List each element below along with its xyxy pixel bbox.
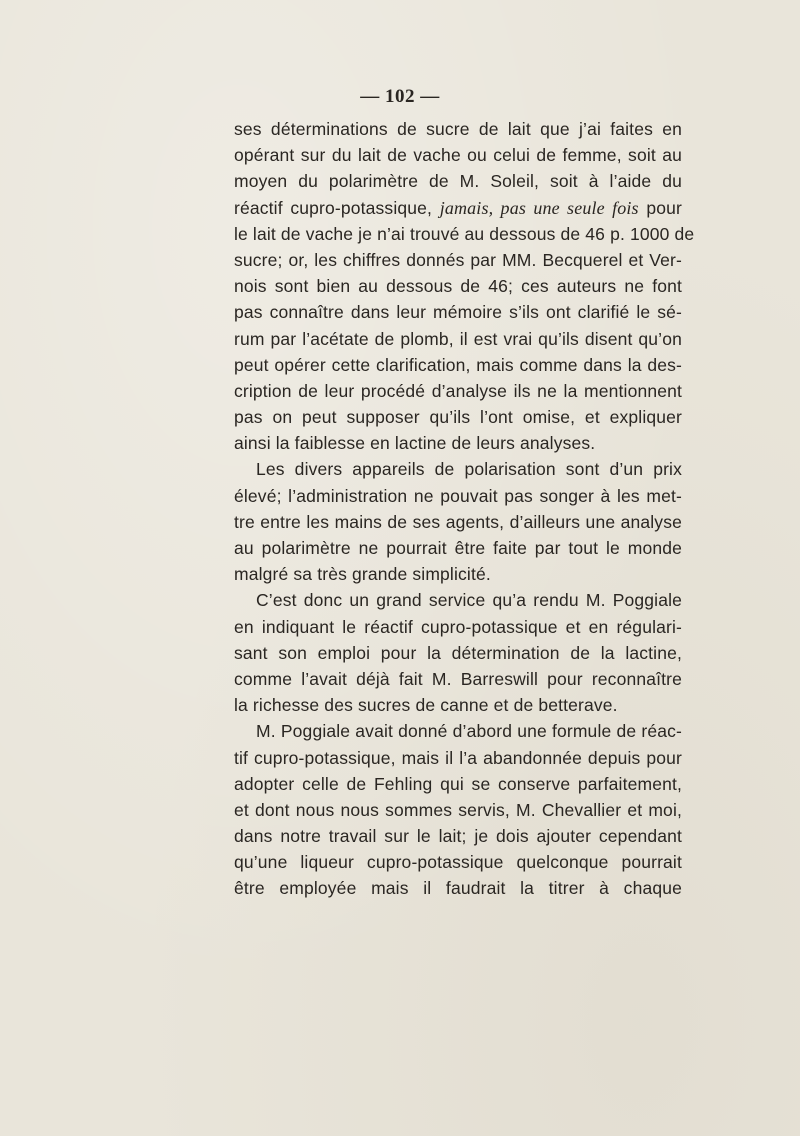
body-text bbox=[234, 116, 695, 902]
text-segment: comme l’avait déjà fait M. Barreswill pour reconnaître bbox=[234, 668, 682, 689]
text-line bbox=[234, 718, 682, 744]
text-segment: pas connaître dans leur mémoire s’ils ont clarifié le sé- bbox=[234, 302, 682, 323]
text-line bbox=[234, 692, 682, 718]
text-line bbox=[234, 116, 682, 142]
text-line bbox=[234, 875, 682, 901]
text-segment: la richesse des sucres de canne et de betterave. bbox=[234, 695, 618, 716]
text-line bbox=[234, 614, 682, 640]
text-segment: cription de leur procédé d’analyse ils ne la mentionnent bbox=[234, 380, 682, 401]
text-segment: ses déterminations de sucre de lait que j’ai faites en bbox=[234, 119, 682, 139]
text-segment: être employée mais il faudrait la titrer à chaque bbox=[234, 878, 682, 899]
text-segment: moyen du polarimètre de M. Soleil, soit à l’aide du bbox=[234, 171, 682, 192]
text-segment: peut opérer cette clarification, mais comme dans la des- bbox=[234, 354, 682, 375]
text-segment: M. Poggiale avait donné d’abord une formule de réac- bbox=[256, 721, 682, 742]
text-segment: réactif cupro-potassique, bbox=[234, 197, 440, 218]
text-segment: Les divers appareils de polarisation sont d’un prix bbox=[256, 459, 682, 480]
text-segment: le lait de vache je n’ai trouvé au dessous de 46 p. 1000 de bbox=[234, 223, 695, 244]
text-line bbox=[234, 404, 682, 430]
text-segment: pas on peut supposer qu’ils l’ont omise, et expliquer bbox=[234, 407, 682, 428]
text-segment: C’est donc un grand service qu’a rendu M. Poggiale bbox=[256, 590, 682, 611]
text-line bbox=[234, 745, 682, 771]
text-line bbox=[234, 352, 682, 378]
text-segment: qu’une liqueur cupro-potassique quelconque pourrait bbox=[234, 852, 682, 873]
text-segment: et dont nous nous sommes servis, M. Chevallier et moi, bbox=[234, 799, 682, 820]
text-line bbox=[234, 666, 682, 692]
text-line bbox=[234, 168, 682, 194]
text-line bbox=[234, 483, 682, 509]
text-line bbox=[234, 771, 682, 797]
text-segment: malgré sa très grande simplicité. bbox=[234, 564, 491, 585]
page-number: — 102 — bbox=[360, 86, 440, 107]
text-line bbox=[234, 326, 682, 352]
text-segment: pour bbox=[638, 197, 682, 218]
text-line bbox=[234, 299, 682, 325]
text-line bbox=[234, 561, 682, 587]
text-line bbox=[234, 273, 682, 299]
italic-text-segment: jamais, pas une seule fois bbox=[439, 197, 639, 218]
text-line bbox=[234, 849, 682, 875]
text-line bbox=[234, 430, 682, 456]
text-segment: tre entre les mains de ses agents, d’ailleurs une analyse bbox=[234, 511, 682, 532]
text-line bbox=[234, 378, 682, 404]
text-segment: adopter celle de Fehling qui se conserve parfaitement, bbox=[234, 773, 682, 794]
text-segment: nois sont bien au dessous de 46; ces auteurs ne font bbox=[234, 276, 682, 297]
text-line bbox=[234, 535, 682, 561]
text-segment: élevé; l’administration ne pouvait pas songer à les met- bbox=[234, 485, 682, 506]
text-line bbox=[234, 456, 682, 482]
text-line bbox=[234, 221, 695, 247]
text-segment: sant son emploi pour la détermination de la lactine, bbox=[234, 642, 682, 663]
text-segment: en indiquant le réactif cupro-potassique et en régulari- bbox=[234, 616, 682, 637]
text-segment: au polarimètre ne pourrait être faite par tout le monde bbox=[234, 538, 682, 558]
text-segment: rum par l’acétate de plomb, il est vrai qu’ils disent qu’on bbox=[234, 328, 682, 349]
text-line bbox=[234, 823, 682, 849]
text-segment: sucre; or, les chiffres donnés par MM. Becquerel et Ver- bbox=[234, 249, 682, 270]
text-line bbox=[234, 640, 682, 666]
text-segment: opérant sur du lait de vache ou celui de femme, soit au bbox=[234, 145, 682, 166]
text-segment: tif cupro-potassique, mais il l’a abandonnée depuis pour bbox=[234, 747, 682, 768]
text-line bbox=[234, 587, 682, 613]
text-line bbox=[234, 247, 682, 273]
text-segment: ainsi la faiblesse en lactine de leurs analyses. bbox=[234, 433, 596, 454]
text-segment: dans notre travail sur le lait; je dois ajouter cependant bbox=[234, 826, 682, 847]
text-line bbox=[234, 797, 682, 823]
text-line bbox=[234, 195, 682, 221]
text-line bbox=[234, 142, 682, 168]
text-line bbox=[234, 509, 682, 535]
